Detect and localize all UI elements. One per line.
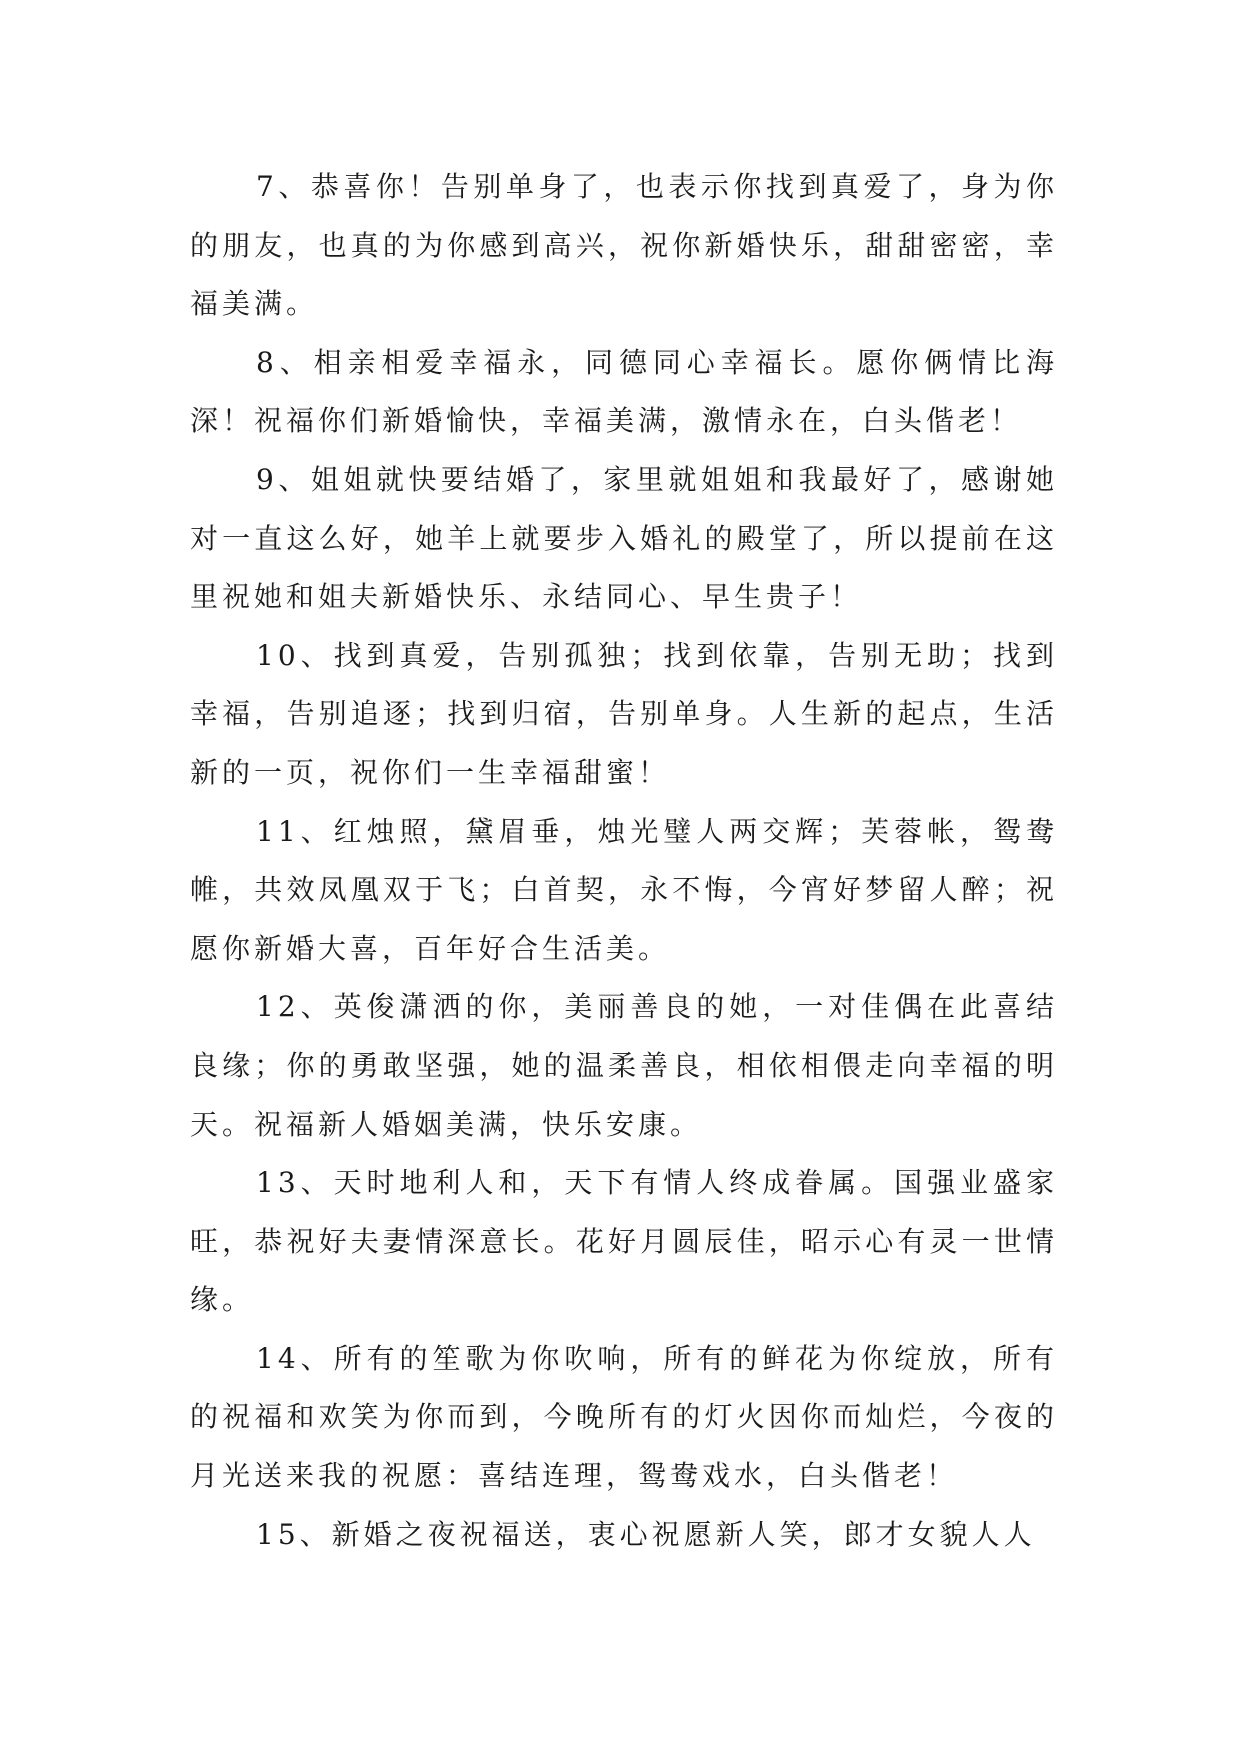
paragraph-14: 14、所有的笙歌为你吹响，所有的鲜花为你绽放，所有的祝福和欢笑为你而到，今晚所有的灯火因你而灿烂，今夜的月光送来我的祝愿：喜结连理，鸳鸯戏水，白头偕老！ — [190, 1341, 1058, 1493]
paragraph-10: 10、找到真爱，告别孤独；找到依靠，告别无助；找到幸福，告别追逐；找到归宿，告别单身。人生新的起点，生活新的一页，祝你们一生幸福甜蜜！ — [190, 638, 1058, 789]
paragraph-11: 11、红烛照，黛眉垂，烛光璧人两交辉；芙蓉帐，鸳鸯帷，共效凤凰双于飞；白首契，永不悔，今宵好梦留人醉；祝愿你新婚大喜，百年好合生活美。 — [190, 814, 1058, 965]
document-body — [190, 158, 1058, 1564]
paragraph-12: 12、英俊潇洒的你，美丽善良的她，一对佳偶在此喜结良缘；你的勇敢坚强，她的温柔善良，相依相偎走向幸福的明天。祝福新人婚姻美满，快乐安康。 — [190, 990, 1058, 1141]
paragraph-7: 7、恭喜你！告别单身了，也表示你找到真爱了，身为你的朋友，也真的为你感到高兴，祝你新婚快乐，甜甜密密，幸福美满。 — [190, 170, 1058, 321]
paragraph-13: 13、天时地利人和，天下有情人终成眷属。国强业盛家旺，恭祝好夫妻情深意长。花好月圆辰佳，昭示心有灵一世情缘。 — [190, 1166, 1058, 1317]
paragraph-9: 9、姐姐就快要结婚了，家里就姐姐和我最好了，感谢她对一直这么好，她羊上就要步入婚礼的殿堂了，所以提前在这里祝她和姐夫新婚快乐、永结同心、早生贵子！ — [190, 462, 1058, 614]
paragraph-15: 15、新婚之夜祝福送，衷心祝愿新人笑，郎才女貌人人 — [256, 1517, 1036, 1551]
paragraph-8: 8、相亲相爱幸福永，同德同心幸福长。愿你俩情比海深！祝福你们新婚愉快，幸福美满，激情永在，白头偕老！ — [190, 345, 1058, 438]
